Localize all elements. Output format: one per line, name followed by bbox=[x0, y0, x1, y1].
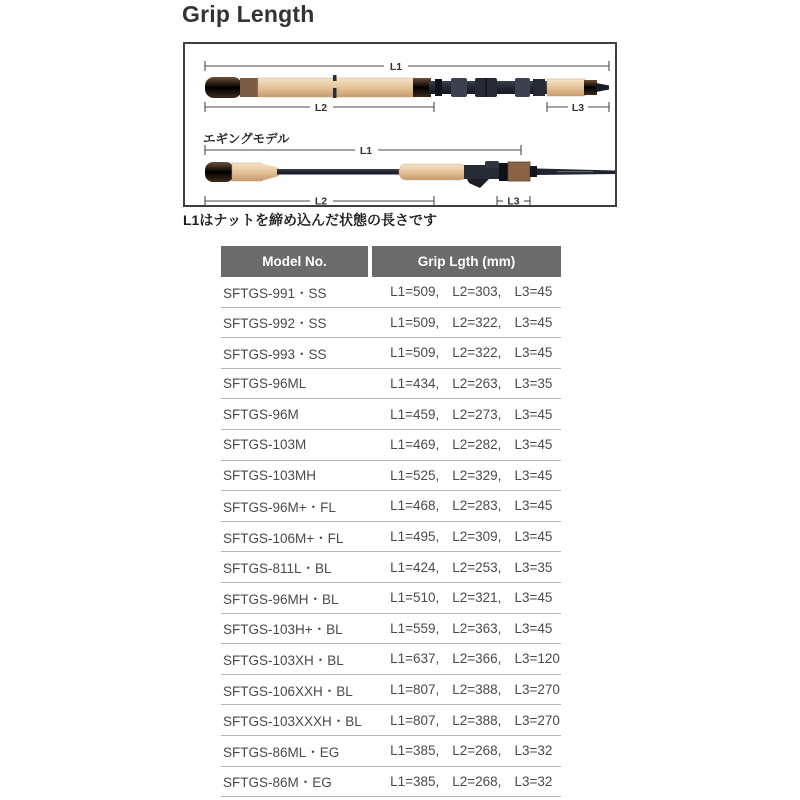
page-title: Grip Length bbox=[182, 1, 315, 27]
l2-value: L2=273, bbox=[452, 406, 502, 422]
table-row bbox=[221, 430, 561, 461]
rod1-seat-band-4 bbox=[515, 78, 530, 97]
rod2-l2-label: L2 bbox=[314, 195, 328, 205]
rod1-blank-tip bbox=[596, 83, 609, 92]
l1-value: L1=509, bbox=[390, 345, 440, 361]
rod2-foregrip-cork-ring bbox=[508, 162, 530, 181]
l1-value: L1=559, bbox=[390, 620, 440, 636]
l1-value: L1=807, bbox=[390, 682, 440, 698]
model-no-cell: SFTGS-106XXH・BL bbox=[223, 683, 353, 699]
rod2-ferrule bbox=[530, 166, 537, 177]
table-row bbox=[221, 736, 561, 767]
l3-value: L3=45 bbox=[514, 284, 553, 300]
model-no-cell: SFTGS-96M+・FL bbox=[223, 499, 336, 515]
l2-value: L2=253, bbox=[452, 559, 502, 575]
model-no-cell: SFTGS-96ML bbox=[223, 376, 307, 392]
model-no-cell: SFTGS-86M・EG bbox=[223, 775, 332, 791]
l2-value: L2=303, bbox=[452, 284, 502, 300]
model-no-cell: SFTGS-103XH・BL bbox=[223, 652, 344, 668]
l1-value: L1=385, bbox=[390, 773, 440, 789]
table-row bbox=[221, 369, 561, 400]
grip-length-cell bbox=[373, 407, 561, 422]
grip-length-cell bbox=[373, 774, 561, 789]
table-row bbox=[221, 522, 561, 553]
column-header-model-no: Model No. bbox=[221, 246, 368, 277]
eging-model-label: エギングモデル bbox=[203, 132, 290, 146]
l3-value: L3=45 bbox=[514, 467, 553, 483]
model-no-cell: SFTGS-103XXXH・BL bbox=[223, 714, 362, 730]
model-no-cell: SFTGS-103H+・BL bbox=[223, 622, 343, 638]
rod1-cork-ring-right bbox=[413, 78, 431, 97]
grip-length-cell bbox=[373, 529, 561, 544]
model-no-cell: SFTGS-96M bbox=[223, 406, 299, 422]
column-header-grip-length: Grip Lgth (mm) bbox=[372, 246, 561, 277]
rod1-hook-keeper bbox=[333, 75, 337, 81]
l2-value: L2=363, bbox=[452, 620, 502, 636]
grip-length-cell bbox=[373, 621, 561, 636]
grip-length-cell bbox=[373, 284, 561, 299]
model-no-cell: SFTGS-103MH bbox=[223, 467, 317, 483]
rod1-l1-dimension bbox=[205, 61, 609, 73]
table-row bbox=[221, 767, 561, 798]
l3-value: L3=270 bbox=[514, 682, 560, 698]
table-row bbox=[221, 461, 561, 492]
model-no-cell: SFTGS-991・SS bbox=[223, 285, 327, 301]
rod2-split-grip bbox=[399, 164, 467, 180]
l1-value: L1=434, bbox=[390, 376, 440, 392]
rod1-cork-ring-left bbox=[240, 78, 259, 97]
rod2-seat-hood bbox=[485, 161, 499, 168]
table-row bbox=[221, 583, 561, 614]
grip-length-cell bbox=[373, 743, 561, 758]
table-row bbox=[221, 491, 561, 522]
l1-value: L1=424, bbox=[390, 559, 440, 575]
rod1-seat-band-2 bbox=[451, 78, 467, 97]
table-row bbox=[221, 705, 561, 736]
table-row bbox=[221, 338, 561, 369]
table-row bbox=[221, 277, 561, 308]
rod1-l2-dimension bbox=[205, 102, 434, 114]
l2-value: L2=388, bbox=[452, 682, 502, 698]
rod2-logo-text bbox=[557, 171, 593, 172]
model-no-cell: SFTGS-992・SS bbox=[223, 316, 327, 332]
l1-value: L1=510, bbox=[390, 590, 440, 606]
l2-value: L2=263, bbox=[452, 376, 502, 392]
grip-length-cell bbox=[373, 651, 561, 666]
l2-value: L2=322, bbox=[452, 345, 502, 361]
l1-value: L1=807, bbox=[390, 712, 440, 728]
model-no-cell: SFTGS-96MH・BL bbox=[223, 591, 339, 607]
l2-value: L2=282, bbox=[452, 437, 502, 453]
l3-value: L3=35 bbox=[514, 559, 553, 575]
grip-table-body bbox=[221, 277, 561, 797]
table-row bbox=[221, 675, 561, 706]
grip-length-cell bbox=[373, 376, 561, 391]
model-no-cell: SFTGS-86ML・EG bbox=[223, 744, 340, 760]
table-row bbox=[221, 644, 561, 675]
l3-value: L3=45 bbox=[514, 498, 553, 514]
l1-value: L1=385, bbox=[390, 743, 440, 759]
grip-length-table bbox=[221, 246, 561, 797]
rod2-grip-taper bbox=[261, 163, 279, 181]
l2-value: L2=309, bbox=[452, 529, 502, 545]
l1-value: L1=509, bbox=[390, 314, 440, 330]
l2-value: L2=283, bbox=[452, 498, 502, 514]
rod1-l3-label: L3 bbox=[571, 102, 585, 114]
grip-length-cell bbox=[373, 468, 561, 483]
rod2-seat-collar bbox=[499, 163, 508, 181]
l3-value: L3=120 bbox=[514, 651, 560, 667]
rod1-l3-dimension bbox=[547, 102, 609, 114]
table-row bbox=[221, 614, 561, 645]
rod2-l3-label: L3 bbox=[507, 195, 520, 205]
l1-value: L1=525, bbox=[390, 467, 440, 483]
l3-value: L3=45 bbox=[514, 437, 553, 453]
rod2-l1-label: L1 bbox=[359, 145, 373, 157]
l3-value: L3=270 bbox=[514, 712, 560, 728]
l3-value: L3=45 bbox=[514, 406, 553, 422]
l1-value: L1=469, bbox=[390, 437, 440, 453]
l2-value: L2=322, bbox=[452, 314, 502, 330]
rod1-foregrip-end-ring bbox=[584, 80, 597, 95]
table-header-row bbox=[221, 246, 561, 277]
table-row bbox=[221, 399, 561, 430]
grip-length-cell bbox=[373, 437, 561, 452]
rod1-illustration bbox=[205, 75, 609, 98]
l2-value: L2=366, bbox=[452, 651, 502, 667]
l2-value: L2=268, bbox=[452, 743, 502, 759]
table-row bbox=[221, 308, 561, 339]
grip-length-cell bbox=[373, 498, 561, 513]
grip-length-cell bbox=[373, 713, 561, 728]
l2-value: L2=388, bbox=[452, 712, 502, 728]
rod2-l3-dimension bbox=[497, 196, 530, 206]
rod2-rear-grip bbox=[232, 163, 262, 181]
rod1-foregrip bbox=[547, 79, 585, 96]
model-no-cell: SFTGS-106M+・FL bbox=[223, 530, 344, 546]
l3-value: L3=35 bbox=[514, 376, 553, 392]
rod2-blank bbox=[277, 169, 401, 175]
grip-length-cell bbox=[373, 345, 561, 360]
model-no-cell: SFTGS-103M bbox=[223, 437, 307, 453]
rod1-hook-keeper-2 bbox=[333, 88, 337, 98]
l1-note: L1はナットを締め込んだ状態の長さです bbox=[183, 212, 438, 228]
rod1-seat-band-5 bbox=[533, 79, 545, 96]
model-no-cell: SFTGS-993・SS bbox=[223, 346, 327, 362]
rod-diagram-svg bbox=[185, 44, 615, 205]
l3-value: L3=45 bbox=[514, 529, 553, 545]
grip-length-cell bbox=[373, 315, 561, 330]
table-row bbox=[221, 552, 561, 583]
l1-value: L1=459, bbox=[390, 406, 440, 422]
l2-value: L2=329, bbox=[452, 467, 502, 483]
grip-length-cell bbox=[373, 682, 561, 697]
rod1-l1-label: L1 bbox=[389, 61, 403, 73]
l1-value: L1=509, bbox=[390, 284, 440, 300]
l1-value: L1=637, bbox=[390, 651, 440, 667]
grip-length-cell bbox=[373, 560, 561, 575]
rod2-reel-seat-trigger bbox=[467, 179, 489, 188]
model-no-cell: SFTGS-811L・BL bbox=[223, 561, 332, 577]
l3-value: L3=32 bbox=[514, 743, 553, 759]
l3-value: L3=45 bbox=[514, 620, 553, 636]
rod2-illustration bbox=[205, 161, 615, 188]
l1-value: L1=495, bbox=[390, 529, 440, 545]
rod2-butt-cap bbox=[205, 162, 234, 182]
l3-value: L3=32 bbox=[514, 773, 553, 789]
l3-value: L3=45 bbox=[514, 590, 553, 606]
l3-value: L3=45 bbox=[514, 345, 553, 361]
rod1-l2-label: L2 bbox=[314, 102, 328, 114]
l2-value: L2=268, bbox=[452, 773, 502, 789]
l1-value: L1=468, bbox=[390, 498, 440, 514]
rod1-seat-band-1 bbox=[435, 79, 442, 96]
rod2-l2-dimension bbox=[205, 196, 434, 206]
rod1-butt-cap bbox=[205, 77, 242, 98]
l2-value: L2=321, bbox=[452, 590, 502, 606]
grip-length-cell bbox=[373, 590, 561, 605]
l3-value: L3=45 bbox=[514, 314, 553, 330]
grip-length-diagram bbox=[183, 42, 617, 207]
